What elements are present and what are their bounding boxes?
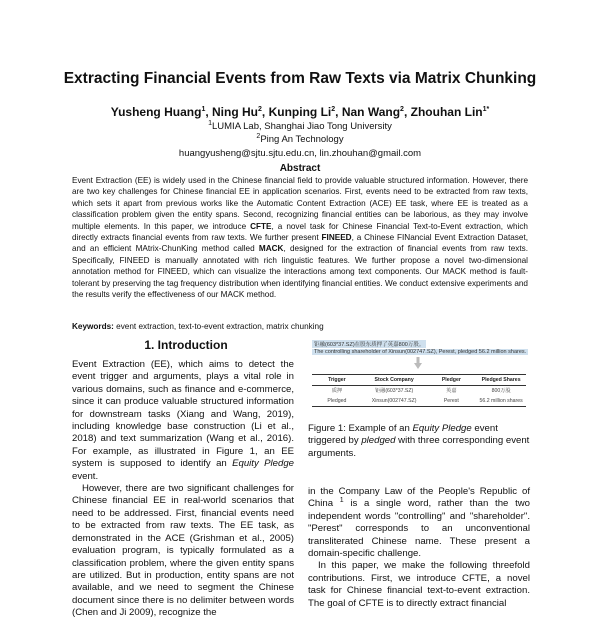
figure-1-caption: Figure 1: Example of an Equity Pledge event triggered by pledged with three corresponding event arguments. bbox=[308, 423, 530, 459]
down-arrow-icon bbox=[414, 357, 422, 369]
author: Kunping Li$^2$, bbox=[268, 105, 342, 119]
abstract-heading: Abstract bbox=[279, 163, 321, 174]
author-emails: huangyusheng@sjtu.sjtu.edu.cn, lin.zhouhan@gmail.com bbox=[178, 148, 422, 159]
table-header-row: Trigger Stock Company Pledger Pledged Shares bbox=[312, 375, 526, 386]
right-paragraph-2: In this paper, we make the following threefold contributions. First, we introduce CFTE, a novel task for Chinese financial text-to-event extraction. The goal of CFTE is to directly extract financial bbox=[308, 560, 530, 609]
figure-chinese-sentence: 钜融(603*37.SZ)在股东质押了英嘉800万股。 bbox=[314, 342, 425, 348]
abstract-body: Event Extraction (EE) is widely used in the Chinese financial field to provide valuable structured information. However, there are two key challenges for Chinese financial EE in application scenarios. First, events need to be extracted from raw texts, which sets it apart from previous works like the Automatic Content Extraction (ACE) EE task, where EE is treated as a classification problem given the entity spans. Second, recognizing financial entities can be laborious, as they may involve multiple elements. In this paper, we introduce CFTE, a novel task for Chinese Financial Text-to-Event extraction, which directly extracts financial events from raw texts. We further present FINEED, a Chinese FINancial Event Extraction Dataset, and an efficient MAtrix-ChunKing method called MACK, designed for the extraction of financial events from raw texts. Specifically, FINEED is manually annotated with rich linguistic features. We further propose a novel two-dimensional annotation method for FINEED, which can visualize the interactions among text components. Our MACK method is fault-tolerant by preserving the tag frequency distribution when identifying financial entities. We conduct extensive experiments and the results verify the effectiveness of our MACK method. bbox=[72, 176, 528, 300]
intro-paragraph-1: Event Extraction (EE), which aims to detect the event trigger and arguments, plays a vital role in various domains, such as finance and e-commerce, since it can produce valuable structured information for downstream tasks (Xiang and Wang, 2019), including knowledge base construction (Li et al., 2018) and text summarization (Wang et al., 2016). For example, as illustrated in Figure 1, an EE system is supposed to identify an Equity Pledge event. bbox=[72, 359, 294, 482]
author: Zhouhan Lin$^{1*}$ bbox=[410, 105, 490, 119]
author: Yusheng Huang$^1$, bbox=[110, 105, 213, 119]
left-column-body bbox=[72, 359, 294, 620]
intro-paragraph-2: However, there are two significant challenges for Chinese financial EE in real-world scenarios that need to be addressed. First, financial events need to be extracted from raw texts. The EE task, as demonstrated in the ACE (Grishman et al., 2005) evaluation program, is typically formulated as a classification problem, where the given entity spans are utilized. But in production, entity spans are not available, and we need to segment the Chinese document since there is no delimiter between words (Chen and Ji 2009), recognize the bbox=[72, 483, 294, 619]
affiliation-1: $^1$LUMIA Lab, Shanghai Jiao Tong University bbox=[208, 119, 392, 132]
figure-1 bbox=[308, 338, 530, 416]
author-list bbox=[0, 105, 600, 119]
paper-title: Extracting Financial Events from Raw Texts via Matrix Chunking bbox=[63, 70, 537, 87]
section-heading-introduction: 1. Introduction bbox=[144, 338, 228, 352]
figure-english-sentence: The controlling shareholder of Xinsun(002747.SZ), Perest, pledged 56.2 million shares. bbox=[314, 349, 527, 355]
affiliation-2: $^2$Ping An Technology bbox=[256, 132, 344, 145]
keywords: Keywords: event extraction, text-to-event extraction, matrix chunking bbox=[72, 322, 324, 331]
author: Ning Hu$^2$, bbox=[212, 105, 269, 119]
table-row: 质押 钜融(603*37.SZ) 英嘉 800万股 bbox=[331, 388, 511, 394]
table-row: Pledged Xinsun(002747.SZ) Perest 56.2 million shares bbox=[327, 398, 523, 404]
right-column-body bbox=[308, 486, 530, 610]
author: Nan Wang$^2$, bbox=[341, 105, 411, 119]
figure-event-table bbox=[312, 374, 526, 407]
right-paragraph-1: in the Company Law of the People's Republic of China $^1$ is a single word, rather than the two independent words "controlling" and "shareholder". "Perest" corresponds to an unconventional transliterated Chinese name. These present a domain-specific challenge. bbox=[308, 486, 530, 560]
